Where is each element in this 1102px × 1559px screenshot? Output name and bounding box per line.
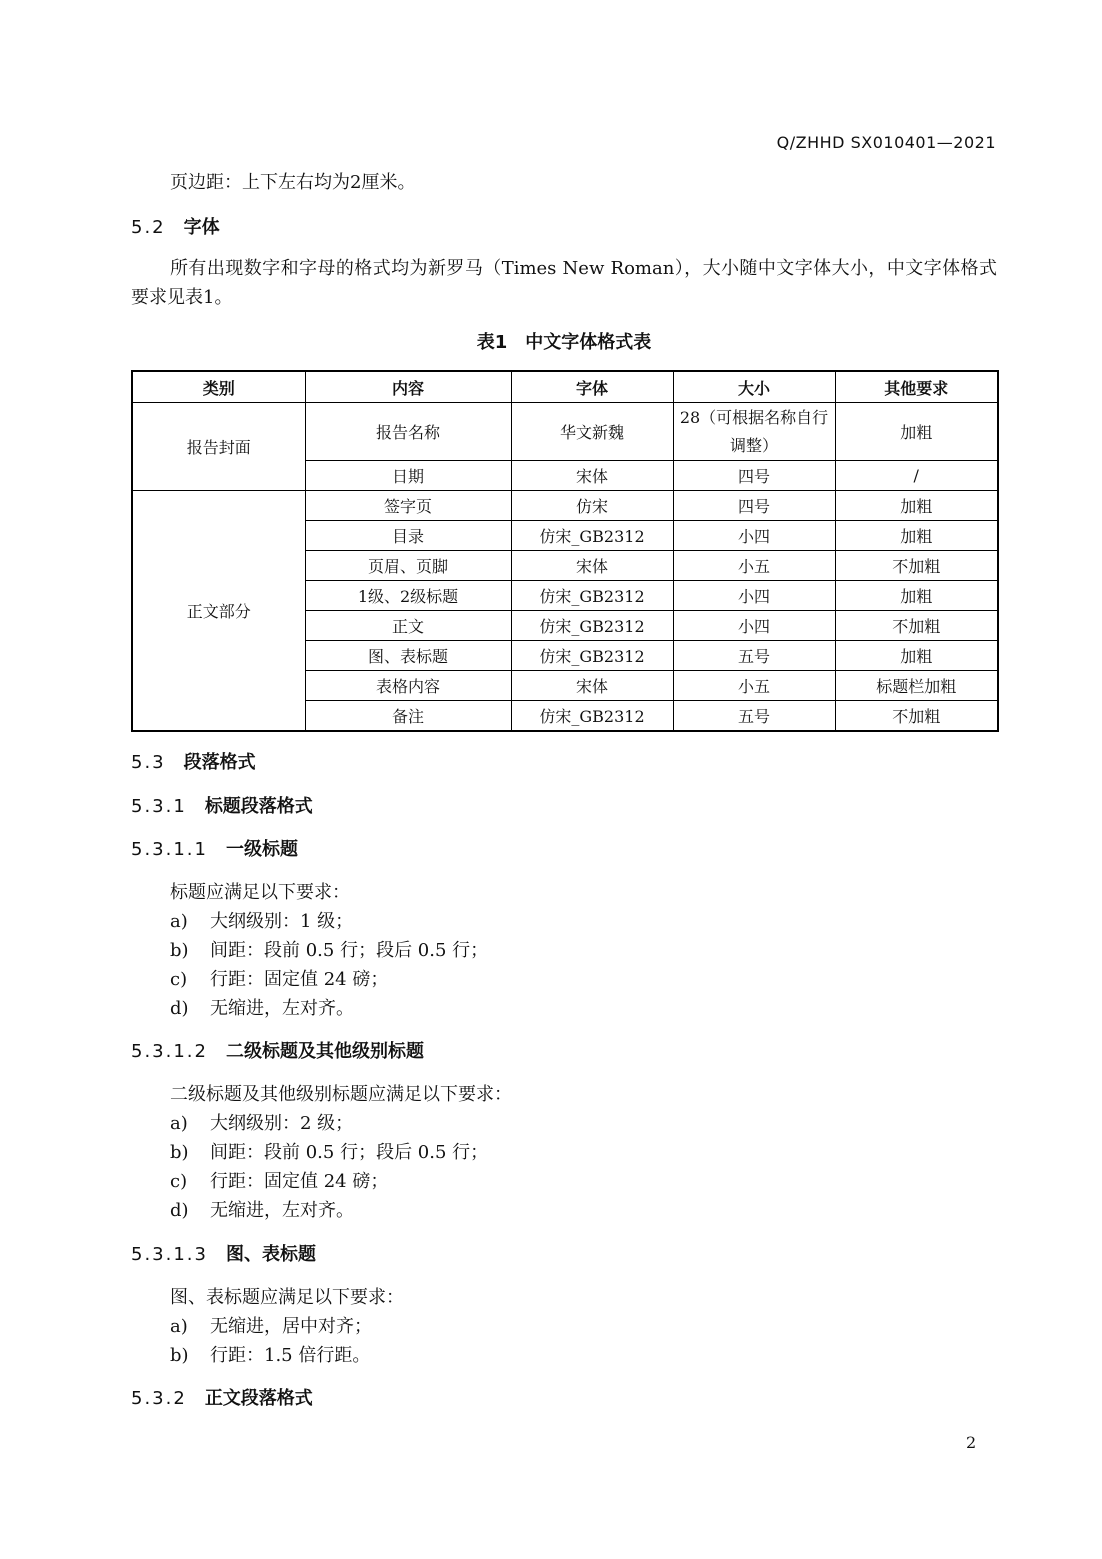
list-marker: a)	[170, 911, 188, 932]
font-cell: 仿宋_GB2312	[511, 611, 673, 641]
other-cell: 加粗	[835, 403, 998, 461]
content-cell: 目录	[305, 521, 511, 551]
content-cell: 页眉、页脚	[305, 551, 511, 581]
list-marker: c)	[170, 969, 188, 990]
list-item	[170, 1196, 354, 1222]
other-cell: 加粗	[835, 641, 998, 671]
header-cell: 其他要求	[835, 371, 998, 403]
list-item	[170, 965, 388, 991]
list-item	[170, 1312, 372, 1338]
section-number: 5.3.1.2	[131, 1041, 208, 1062]
size-cell: 小四	[673, 521, 835, 551]
margin-line: 页边距：上下左右均为2厘米。	[170, 172, 416, 193]
table-row	[132, 491, 998, 521]
font-cell: 宋体	[511, 551, 673, 581]
size-cell: 四号	[673, 461, 835, 491]
content-cell: 报告名称	[305, 403, 511, 461]
list-text: 行距：固定值 24 磅；	[210, 969, 389, 990]
section-5-2-heading	[131, 213, 220, 239]
content-cell: 签字页	[305, 491, 511, 521]
standard-code: Q/ZHHD SX010401—2021	[776, 133, 996, 152]
section-5-3-1-3-heading	[131, 1240, 316, 1266]
size-cell: 小四	[673, 611, 835, 641]
list-text: 大纲级别：1 级；	[210, 911, 354, 932]
section-title: 标题段落格式	[204, 796, 313, 817]
section-5-3-2-heading	[131, 1384, 313, 1410]
table-caption	[131, 328, 997, 354]
category-cell: 报告封面	[132, 403, 305, 491]
list-item	[170, 907, 353, 933]
content-cell: 图、表标题	[305, 641, 511, 671]
list-marker: b)	[170, 940, 189, 961]
list-marker: d)	[170, 1200, 189, 1221]
font-cell: 宋体	[511, 671, 673, 701]
list-text: 无缩进，左对齐。	[210, 998, 354, 1019]
list-marker: b)	[170, 1142, 189, 1163]
content-cell: 正文	[305, 611, 511, 641]
list-text: 间距：段前 0.5 行；段后 0.5 行；	[210, 1142, 489, 1163]
header-cell: 字体	[511, 371, 673, 403]
other-cell: /	[835, 461, 998, 491]
size-cell: 五号	[673, 701, 835, 731]
list-text: 行距：固定值 24 磅；	[210, 1171, 389, 1192]
font-cell: 仿宋_GB2312	[511, 521, 673, 551]
list-text: 无缩进，左对齐。	[210, 1200, 354, 1221]
page-number: 2	[966, 1433, 977, 1452]
section-lead: 二级标题及其他级别标题应满足以下要求：	[170, 1084, 512, 1105]
section-5-3-1-1-heading	[131, 835, 298, 861]
content-cell: 备注	[305, 701, 511, 731]
font-cell: 宋体	[511, 461, 673, 491]
list-marker: b)	[170, 1345, 189, 1366]
list-text: 间距：段前 0.5 行；段后 0.5 行；	[210, 940, 489, 961]
font-cell: 仿宋_GB2312	[511, 581, 673, 611]
font-cell: 仿宋_GB2312	[511, 641, 673, 671]
list-item	[170, 1138, 488, 1164]
other-cell: 加粗	[835, 491, 998, 521]
section-5-3-1-2-heading	[131, 1037, 424, 1063]
header-cell: 类别	[132, 371, 305, 403]
other-cell: 不加粗	[835, 551, 998, 581]
font-cell: 仿宋	[511, 491, 673, 521]
other-cell: 加粗	[835, 581, 998, 611]
table-row	[132, 403, 998, 461]
list-text: 行距：1.5 倍行距。	[210, 1345, 371, 1366]
content-cell: 表格内容	[305, 671, 511, 701]
section-5-3-1-heading	[131, 792, 313, 818]
list-item	[170, 1341, 370, 1367]
header-cell: 大小	[673, 371, 835, 403]
section-number: 5.3.1	[131, 796, 187, 817]
header-cell: 内容	[305, 371, 511, 403]
section-title: 图、表标题	[225, 1244, 316, 1265]
font-cell: 华文新魏	[511, 403, 673, 461]
section-title: 二级标题及其他级别标题	[225, 1041, 424, 1062]
other-cell: 不加粗	[835, 701, 998, 731]
section-number: 5.2	[131, 217, 166, 238]
category-cell: 正文部分	[132, 491, 305, 731]
size-cell: 小五	[673, 551, 835, 581]
font-format-table	[131, 370, 999, 732]
other-cell: 加粗	[835, 521, 998, 551]
intro-paragraph: 所有出现数字和字母的格式均为新罗马（Times New Roman），大小随中文字体大小，中文字体格式要求见表1。	[131, 258, 997, 308]
list-marker: a)	[170, 1316, 188, 1337]
list-item	[170, 1109, 353, 1135]
section-number: 5.3	[131, 752, 166, 773]
size-cell: 四号	[673, 491, 835, 521]
section-title: 字体	[183, 217, 220, 238]
section-lead: 图、表标题应满足以下要求：	[170, 1287, 404, 1308]
section-title: 正文段落格式	[204, 1388, 313, 1409]
list-item	[170, 1167, 388, 1193]
size-cell: 28（可根据名称自行调整）	[673, 403, 835, 461]
font-cell: 仿宋_GB2312	[511, 701, 673, 731]
section-lead: 标题应满足以下要求：	[170, 882, 350, 903]
list-text: 大纲级别：2 级；	[210, 1113, 354, 1134]
list-item	[170, 936, 488, 962]
table-title: 中文字体格式表	[525, 332, 652, 353]
table-header-row	[132, 371, 998, 403]
section-number: 5.3.1.3	[131, 1244, 208, 1265]
size-cell: 五号	[673, 641, 835, 671]
list-item	[170, 994, 354, 1020]
section-number: 5.3.2	[131, 1388, 187, 1409]
content-cell: 1级、2级标题	[305, 581, 511, 611]
section-5-3-heading	[131, 748, 256, 774]
section-title: 段落格式	[183, 752, 256, 773]
other-cell: 不加粗	[835, 611, 998, 641]
list-marker: c)	[170, 1171, 188, 1192]
section-title: 一级标题	[225, 839, 298, 860]
table-number: 表1	[476, 332, 508, 353]
list-marker: d)	[170, 998, 189, 1019]
size-cell: 小四	[673, 581, 835, 611]
list-marker: a)	[170, 1113, 188, 1134]
section-number: 5.3.1.1	[131, 839, 208, 860]
other-cell: 标题栏加粗	[835, 671, 998, 701]
size-cell: 小五	[673, 671, 835, 701]
list-text: 无缩进，居中对齐；	[210, 1316, 372, 1337]
content-cell: 日期	[305, 461, 511, 491]
